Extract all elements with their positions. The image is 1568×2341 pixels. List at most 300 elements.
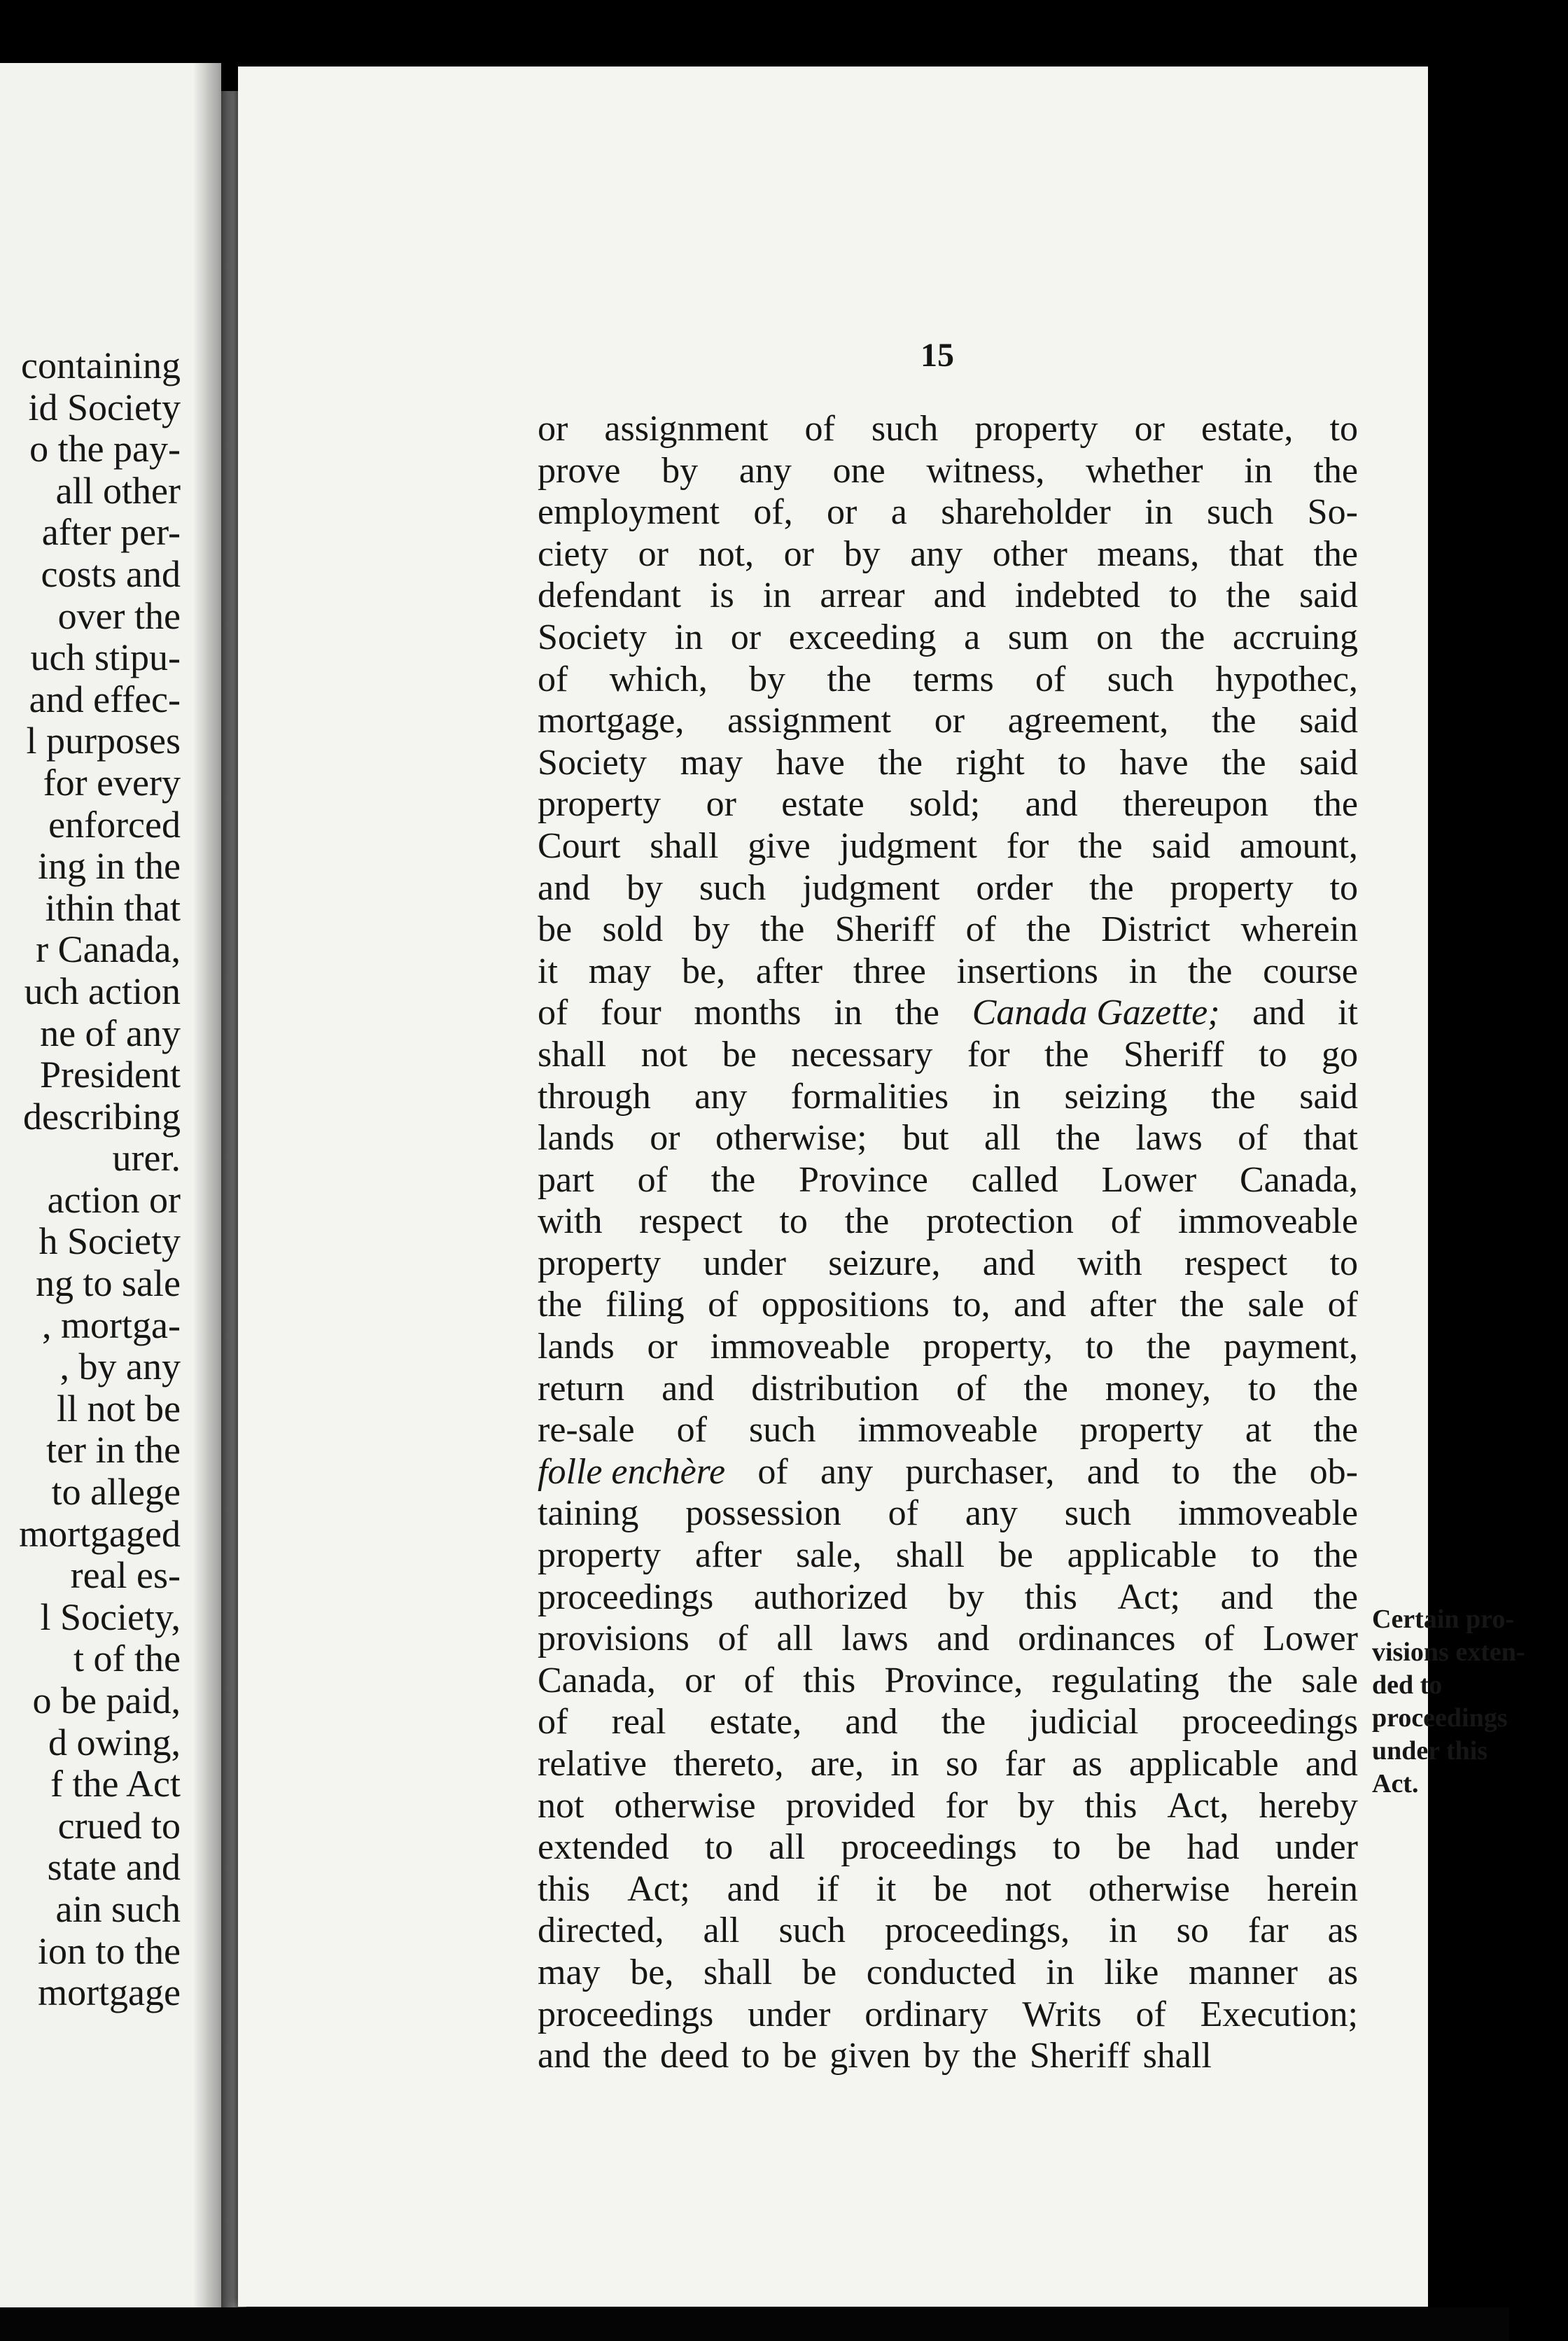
text-word: be — [722, 1034, 757, 1075]
text-word: so — [946, 1744, 979, 1784]
text-word: terms — [913, 659, 994, 699]
text-word: assignment — [604, 409, 769, 449]
text-word: in — [762, 575, 792, 616]
left-column-line: ain such — [55, 1887, 181, 1930]
text-word: after — [755, 951, 823, 991]
text-word: ob- — [1309, 1451, 1358, 1492]
text-word: right — [955, 742, 1025, 783]
text-word: the — [760, 909, 805, 950]
text-word: order — [976, 867, 1054, 908]
text-word: ordinary — [864, 1994, 988, 2034]
text-word: and — [1025, 784, 1078, 825]
text-word: assignment — [727, 701, 892, 741]
text-word: the — [1313, 1410, 1358, 1451]
text-word: applicable — [1067, 1535, 1217, 1576]
text-word: not — [640, 1034, 688, 1075]
text-line — [538, 533, 1358, 575]
text-word: or — [685, 1660, 715, 1700]
text-word: the — [1313, 1535, 1358, 1576]
text-word: judgment — [802, 867, 940, 908]
text-word: to — [704, 1827, 734, 1868]
left-column-line: over the — [57, 594, 181, 637]
text-word: as — [1327, 1910, 1358, 1951]
text-word: or — [1134, 409, 1165, 449]
text-word: to — [1085, 1327, 1114, 1367]
text-word: by — [844, 533, 881, 574]
text-line — [538, 1785, 1358, 1827]
text-word: far — [1247, 1910, 1289, 1951]
text-word: extended — [538, 1827, 669, 1868]
text-word: of, — [753, 492, 793, 533]
text-line — [538, 1117, 1358, 1159]
text-word: the — [1026, 909, 1071, 950]
text-word: the — [1211, 701, 1256, 741]
text-word: of — [538, 993, 568, 1033]
text-word: such — [699, 867, 766, 908]
text-line — [538, 1201, 1358, 1243]
text-word: of — [637, 1159, 668, 1200]
text-word: said — [1152, 825, 1211, 866]
text-word: as — [1072, 1744, 1102, 1784]
left-column-line: after per- — [41, 511, 181, 554]
text-line — [538, 992, 1358, 1034]
text-word: and — [1252, 993, 1306, 1033]
text-line — [538, 2035, 1358, 2077]
text-word: property — [538, 1535, 662, 1576]
text-word: Canada, — [538, 1660, 656, 1700]
text-word: may — [538, 1952, 601, 1992]
text-word: shall — [538, 1034, 607, 1075]
text-word: and — [933, 575, 986, 616]
text-word: sum — [1007, 617, 1069, 657]
left-column-line: ion to the — [38, 1929, 181, 1972]
text-word: the — [1160, 617, 1205, 657]
text-word: or — [827, 492, 858, 533]
text-word: the — [941, 1702, 986, 1742]
text-word: the — [844, 1201, 890, 1242]
text-word: to, — [953, 1285, 990, 1325]
text-word: under — [748, 1994, 831, 2034]
left-column-line: f the Act — [50, 1763, 181, 1805]
text-line — [538, 742, 1358, 784]
text-line — [538, 1994, 1358, 2036]
left-column-line: to allege — [51, 1471, 181, 1514]
text-word: a — [964, 617, 981, 657]
left-column-line: r Canada, — [36, 928, 181, 971]
text-word: arrear — [820, 575, 905, 616]
left-column-line: ing in the — [38, 845, 181, 888]
text-word: the — [1313, 784, 1358, 825]
text-word: but — [902, 1118, 949, 1159]
text-word: in — [1109, 1910, 1138, 1951]
text-word: Execution; — [1200, 1994, 1358, 2034]
text-word: that — [1303, 1118, 1358, 1159]
text-word: of — [1204, 1619, 1235, 1659]
text-line — [538, 1076, 1358, 1118]
left-column-line: l purposes — [26, 720, 181, 762]
text-word: of — [708, 1285, 738, 1325]
margin-note-line: under this — [1372, 1736, 1488, 1766]
text-word: to — [1329, 1243, 1358, 1283]
text-word: or — [730, 617, 762, 657]
text-word: folle enchère — [538, 1451, 726, 1492]
text-word: under — [1275, 1827, 1358, 1868]
text-word: whether — [1086, 450, 1203, 491]
text-word: not — [1004, 1868, 1051, 1909]
text-word: herein — [1267, 1868, 1358, 1909]
text-word: Province, — [884, 1660, 1023, 1700]
text-line — [538, 1743, 1358, 1785]
text-word: of — [956, 1368, 987, 1409]
text-word: ciety — [538, 533, 609, 574]
margin-note-line: visions exten- — [1372, 1637, 1525, 1667]
left-column-line: mortgage — [38, 1971, 181, 2014]
text-word: have — [776, 742, 845, 783]
text-word: are, — [810, 1744, 864, 1784]
text-line — [538, 909, 1358, 951]
text-word: property — [1079, 1410, 1203, 1451]
text-word: provided — [785, 1785, 916, 1826]
text-word: said — [1299, 701, 1358, 741]
left-column-line: action or — [47, 1178, 181, 1221]
text-word: amount, — [1239, 825, 1358, 866]
text-word: of — [676, 1410, 707, 1451]
left-column-line: President — [40, 1054, 181, 1096]
text-word: any — [694, 1076, 748, 1117]
text-word: proceedings — [841, 1827, 1017, 1868]
text-word: all — [769, 1827, 806, 1868]
text-word: formalities — [790, 1076, 949, 1117]
text-word: distribution — [751, 1368, 920, 1409]
text-word: shall — [650, 825, 719, 866]
text-word: the — [1187, 951, 1233, 991]
text-word: shareholder — [941, 492, 1111, 533]
text-word: deed — [660, 2036, 729, 2076]
left-column-line: o the pay- — [29, 428, 181, 470]
text-word: possession — [685, 1493, 841, 1534]
text-word: months — [694, 993, 802, 1033]
text-line — [538, 575, 1358, 617]
text-word: agreement, — [1007, 701, 1169, 741]
text-word: property, — [923, 1327, 1053, 1367]
text-word: such — [778, 1910, 846, 1951]
text-word: or — [538, 409, 568, 449]
text-word: conducted — [866, 1952, 1016, 1992]
text-word: under — [703, 1243, 786, 1283]
text-word: estate, — [709, 1702, 802, 1742]
text-line — [538, 1034, 1358, 1076]
text-word: authorized — [753, 1577, 908, 1617]
left-column-line: id Society — [28, 386, 181, 428]
text-word: in — [1244, 450, 1273, 491]
text-word: like — [1104, 1952, 1159, 1992]
text-line — [538, 408, 1358, 450]
text-line — [538, 825, 1358, 867]
text-word: Act; — [627, 1868, 690, 1909]
text-word: be — [998, 1535, 1033, 1576]
text-word: District — [1101, 909, 1211, 950]
text-word: all — [776, 1619, 813, 1659]
text-word: Canada Gazette; — [972, 993, 1220, 1033]
text-word: or — [647, 1327, 678, 1367]
text-word: shall — [895, 1535, 965, 1576]
text-word: with — [1077, 1243, 1142, 1283]
text-word: course — [1263, 951, 1358, 991]
left-column-line: real es- — [70, 1554, 181, 1597]
text-word: or — [934, 701, 965, 741]
text-word: means, — [1097, 533, 1200, 574]
text-word: far — [1004, 1744, 1046, 1784]
text-word: of — [757, 1451, 788, 1492]
text-word: be — [538, 909, 573, 950]
text-word: money, — [1105, 1368, 1211, 1409]
text-word: the — [1313, 1577, 1358, 1617]
text-line — [538, 783, 1358, 825]
text-line — [538, 1701, 1358, 1743]
text-word: the — [1222, 742, 1266, 783]
text-word: called — [971, 1159, 1058, 1200]
main-text-block — [538, 408, 1358, 2077]
text-word: through — [538, 1076, 651, 1117]
left-page-shadow — [193, 63, 221, 2310]
text-word: on — [1096, 617, 1133, 657]
text-word: to — [741, 2036, 770, 2076]
left-column-text — [19, 345, 181, 2014]
text-word: had — [1186, 1827, 1240, 1868]
text-word: or — [650, 1118, 680, 1159]
text-word: the — [1226, 575, 1271, 616]
text-word: this — [1084, 1785, 1138, 1826]
text-word: the — [972, 2036, 1017, 2076]
left-column-line: o be paid, — [32, 1679, 181, 1721]
text-word: by — [693, 909, 730, 950]
left-column-line: ter in the — [46, 1429, 181, 1472]
text-line — [538, 1493, 1358, 1535]
text-word: that — [1228, 533, 1284, 574]
text-word: the — [895, 993, 939, 1033]
text-word: purchaser, — [905, 1451, 1055, 1492]
text-word: proceedings — [538, 1577, 714, 1617]
text-word: of — [743, 1660, 774, 1700]
text-word: the — [1023, 1368, 1068, 1409]
text-word: accruing — [1232, 617, 1358, 657]
text-word: necessary — [791, 1034, 933, 1075]
text-word: directed, — [538, 1910, 664, 1951]
text-word: hypothec, — [1215, 659, 1358, 699]
text-line — [538, 1326, 1358, 1368]
text-word: any — [738, 450, 792, 491]
text-word: so — [1176, 1910, 1209, 1951]
text-word: the — [878, 742, 923, 783]
text-word: and — [1220, 1577, 1273, 1617]
left-column-line: ng to sale — [36, 1262, 181, 1305]
text-word: to — [779, 1201, 808, 1242]
text-word: respect — [639, 1201, 743, 1242]
left-page-fragment — [0, 63, 221, 2310]
text-word: taining — [538, 1493, 639, 1534]
text-word: wherein — [1240, 909, 1358, 950]
text-word: it — [538, 951, 558, 991]
left-column-line: , mortga- — [42, 1304, 181, 1346]
left-column-line: all other — [55, 469, 181, 512]
text-word: have — [1119, 742, 1189, 783]
text-word: to — [1247, 1368, 1277, 1409]
text-word: after — [694, 1535, 762, 1576]
text-line — [538, 1826, 1358, 1868]
text-word: said — [1299, 742, 1358, 783]
text-word: regulating — [1051, 1660, 1200, 1700]
text-word: or — [783, 533, 814, 574]
text-word: to — [1251, 1535, 1280, 1576]
text-word: is — [710, 575, 734, 616]
text-word: said — [1299, 575, 1358, 616]
text-word: exceeding — [788, 617, 937, 657]
text-word: proceedings, — [884, 1910, 1070, 1951]
text-word: Act; — [1117, 1577, 1180, 1617]
text-line — [538, 1451, 1358, 1493]
margin-note-line: Certain pro- — [1372, 1605, 1514, 1634]
text-word: to — [1172, 1451, 1200, 1492]
text-word: such — [1206, 492, 1274, 533]
text-word: as — [1327, 1952, 1358, 1992]
text-word: be — [802, 1952, 837, 1992]
text-line — [538, 867, 1358, 909]
text-word: Canada, — [1240, 1159, 1358, 1200]
text-word: and — [845, 1702, 898, 1742]
text-word: Lower — [1263, 1619, 1358, 1659]
text-word: to — [1329, 867, 1358, 908]
margin-note-line: proceedings — [1372, 1703, 1508, 1733]
text-word: in — [1046, 1952, 1074, 1992]
text-word: be — [783, 2036, 818, 2076]
text-word: give — [748, 825, 811, 866]
text-word: or — [638, 533, 668, 574]
text-word: the — [1056, 1118, 1100, 1159]
text-word: said — [1299, 1076, 1358, 1117]
text-word: immoveable — [710, 1327, 890, 1367]
text-word: relative — [538, 1744, 647, 1784]
text-word: the — [1146, 1327, 1191, 1367]
text-word: of — [718, 1619, 748, 1659]
text-word: in — [1128, 951, 1158, 991]
text-word: filing — [605, 1285, 685, 1325]
left-column-line: costs and — [41, 552, 181, 595]
right-page — [238, 67, 1525, 2307]
text-word: Court — [538, 825, 621, 866]
text-line — [538, 700, 1358, 742]
text-word: property — [538, 1243, 662, 1283]
left-column-line: containing — [21, 344, 181, 386]
text-word: the — [1089, 867, 1134, 908]
text-word: of — [1035, 659, 1066, 699]
text-word: part — [538, 1159, 594, 1200]
text-word: may — [680, 742, 743, 783]
text-word: in — [1144, 492, 1173, 533]
text-word: in — [992, 1076, 1021, 1117]
text-line — [538, 1660, 1358, 1702]
left-column-line: urer. — [112, 1137, 181, 1180]
left-column-line: uch action — [24, 970, 181, 1012]
text-line — [538, 659, 1358, 701]
text-word: estate, — [1201, 409, 1294, 449]
text-word: to — [1052, 1827, 1082, 1868]
text-word: such — [749, 1410, 816, 1451]
text-word: judgment — [839, 825, 977, 866]
text-word: any — [820, 1451, 874, 1492]
text-word: be — [1116, 1827, 1152, 1868]
text-line — [538, 1535, 1358, 1577]
text-word: property — [1170, 867, 1294, 908]
text-word: of — [1135, 1994, 1166, 2034]
text-line — [538, 1243, 1358, 1285]
text-word: Sheriff — [834, 909, 936, 950]
text-word: or — [706, 784, 736, 825]
left-column-line: enforced — [48, 803, 181, 846]
text-word: Act, — [1167, 1785, 1229, 1826]
text-word: all — [983, 1118, 1021, 1159]
text-word: other — [992, 533, 1068, 574]
text-word: insertions — [956, 951, 1098, 991]
text-word: one — [832, 450, 886, 491]
left-column-line: for every — [43, 761, 181, 804]
text-word: respect — [1184, 1243, 1288, 1283]
margin-note-line: ded to — [1372, 1670, 1443, 1700]
left-column-line: ll not be — [57, 1387, 181, 1430]
text-word: such — [1064, 1493, 1132, 1534]
text-word: in — [834, 993, 862, 1033]
text-word: and — [1305, 1744, 1358, 1784]
text-word: may — [588, 951, 652, 991]
text-word: to — [1259, 1034, 1287, 1075]
left-column-line: d owing, — [48, 1721, 181, 1763]
text-word: seizing — [1064, 1076, 1168, 1117]
text-line — [538, 1577, 1358, 1619]
page-number: 15 — [920, 337, 954, 374]
text-line — [538, 1910, 1358, 1952]
text-word: property — [538, 784, 662, 825]
text-word: Sheriff — [1124, 1034, 1224, 1075]
text-word: manner — [1188, 1952, 1298, 1992]
text-word: the — [1078, 825, 1123, 866]
left-column-line: h Society — [38, 1220, 181, 1263]
text-word: sold — [602, 909, 664, 950]
text-word: the — [1232, 1451, 1278, 1492]
left-column-line: ithin that — [45, 886, 181, 929]
text-word: proceedings — [1182, 1702, 1358, 1742]
text-word: and — [1086, 1451, 1140, 1492]
left-column-line: uch stipu- — [30, 636, 181, 679]
text-word: such — [1107, 659, 1175, 699]
text-word: the — [1313, 450, 1358, 491]
left-column-line: describing — [23, 1095, 181, 1138]
text-word: to — [1058, 742, 1086, 783]
text-word: any — [965, 1493, 1018, 1534]
text-word: lands — [538, 1118, 615, 1159]
text-word: of — [965, 909, 996, 950]
text-word: the — [1211, 1076, 1256, 1117]
text-word: sale — [1247, 1285, 1305, 1325]
scan-border — [0, 2307, 1509, 2341]
text-word: otherwise — [614, 1785, 756, 1826]
text-word: otherwise — [1088, 1868, 1231, 1909]
text-line — [538, 951, 1358, 993]
text-word: the — [1228, 1660, 1273, 1700]
text-word: by — [948, 1577, 985, 1617]
text-word: of — [1327, 1285, 1358, 1325]
text-line — [538, 1159, 1358, 1201]
text-word: prove — [538, 450, 621, 491]
text-word: Lower — [1101, 1159, 1197, 1200]
